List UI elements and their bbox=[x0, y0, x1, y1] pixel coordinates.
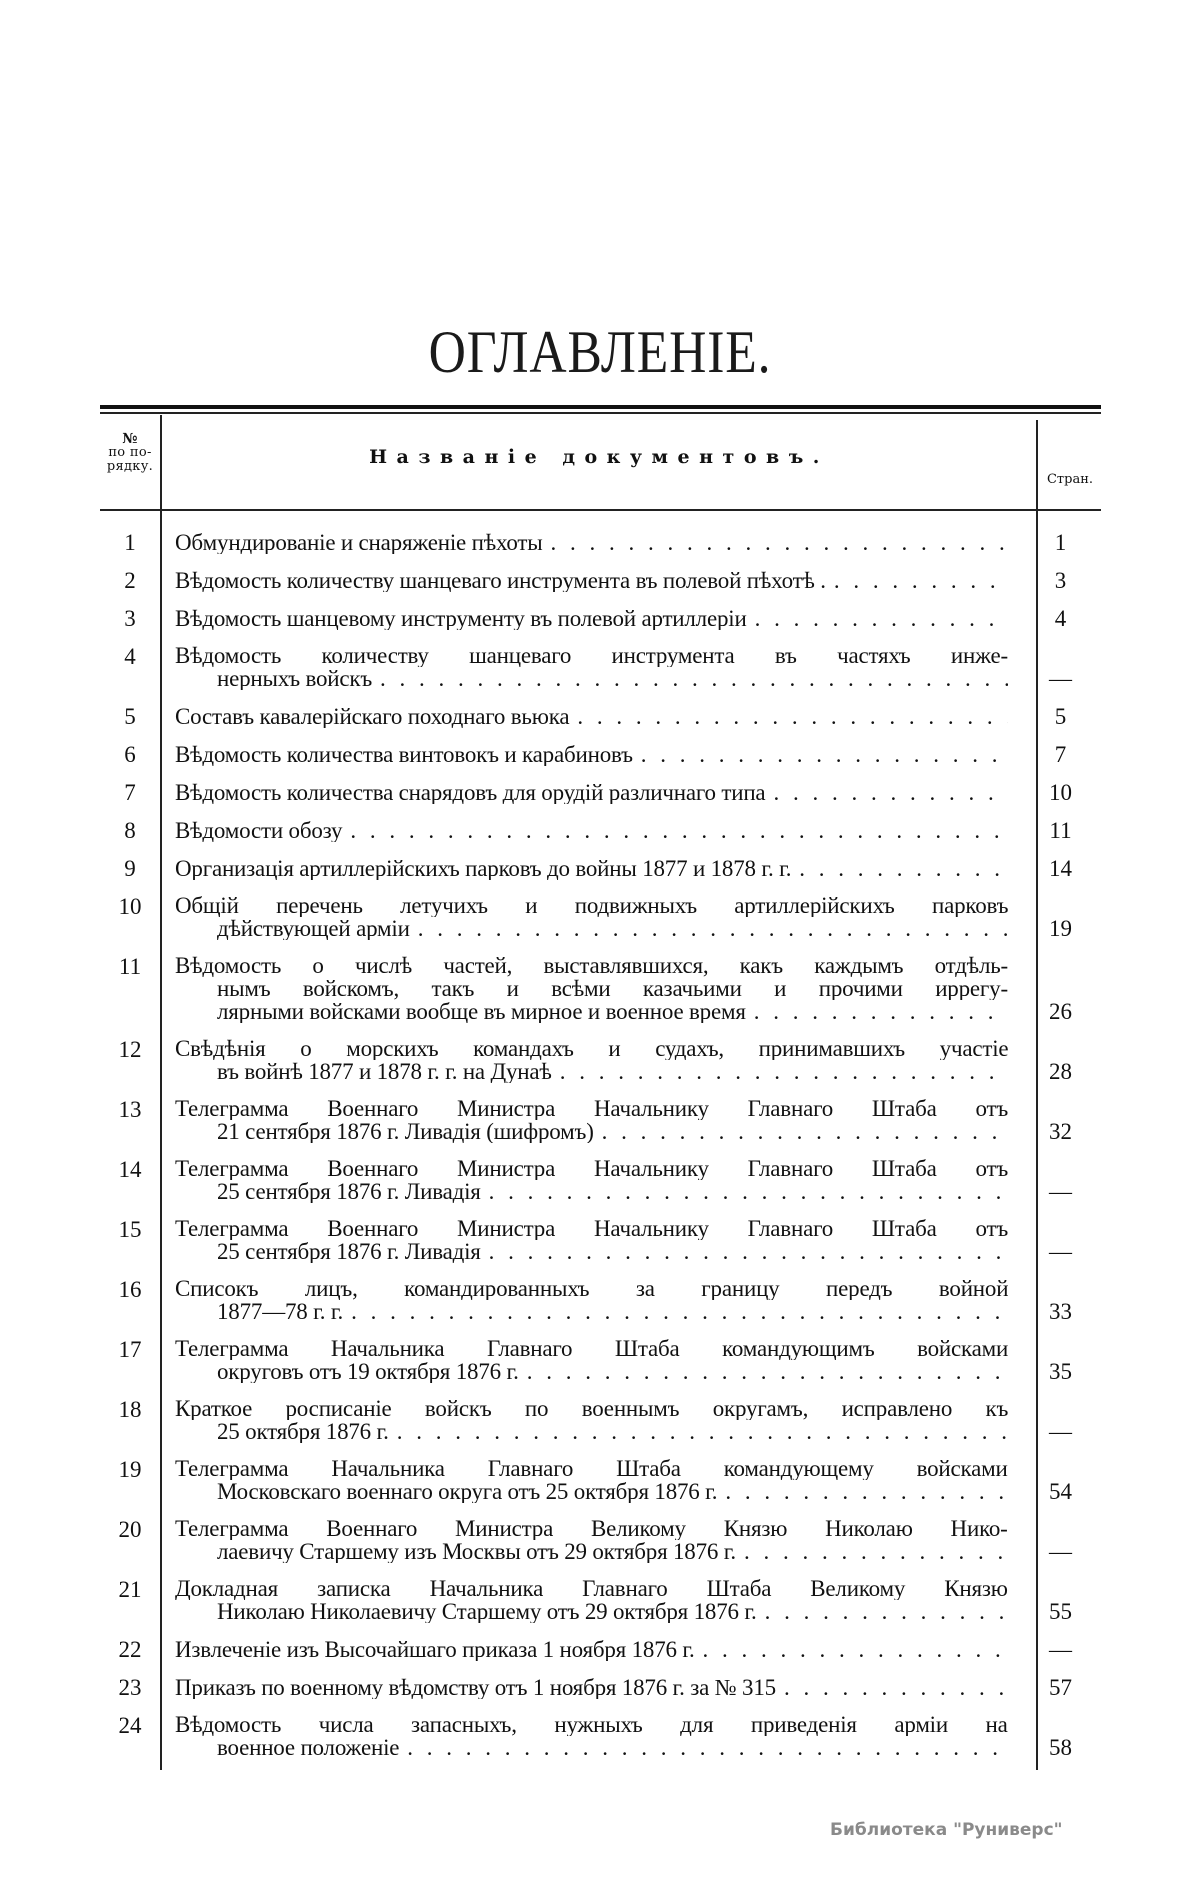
document-title bbox=[160, 894, 1020, 940]
table-row[interactable] bbox=[100, 1637, 1101, 1661]
title-line bbox=[175, 977, 1008, 1000]
page-number[interactable]: 11 bbox=[1049, 818, 1072, 843]
document-title bbox=[160, 1097, 1020, 1143]
title-line-text: Обмундированіе и снаряженіе пѣхоты bbox=[175, 531, 543, 554]
row-number: 23 bbox=[118, 1675, 142, 1700]
table-row[interactable] bbox=[100, 1277, 1101, 1323]
title-line-text: Краткое росписаніе войскъ по военнымъ округамъ, исправлено къ bbox=[175, 1397, 1008, 1420]
page-number[interactable]: 54 bbox=[1049, 1479, 1072, 1504]
title-line bbox=[175, 857, 1008, 880]
page-number[interactable]: 26 bbox=[1049, 999, 1072, 1024]
document-title bbox=[160, 781, 1020, 804]
page-number[interactable]: 28 bbox=[1049, 1059, 1072, 1084]
title-line-text: Вѣдомость о числѣ частей, выставлявшихся, какъ каждымъ отдѣль- bbox=[175, 954, 1008, 977]
title-line bbox=[175, 894, 1008, 917]
title-line bbox=[175, 1097, 1008, 1120]
page-number[interactable]: — bbox=[1049, 1179, 1072, 1204]
title-line bbox=[175, 705, 1008, 728]
dot-leader bbox=[633, 743, 1008, 766]
dot-leader bbox=[343, 1300, 1008, 1323]
document-title bbox=[160, 531, 1020, 554]
title-line bbox=[175, 1240, 1008, 1263]
page-number[interactable]: 10 bbox=[1049, 780, 1072, 805]
table-of-contents bbox=[100, 530, 1101, 1759]
title-line bbox=[175, 1397, 1008, 1420]
title-line bbox=[175, 1676, 1008, 1699]
title-line bbox=[175, 644, 1008, 667]
table-row[interactable] bbox=[100, 954, 1101, 1023]
table-row[interactable] bbox=[100, 1713, 1101, 1759]
dot-leader bbox=[552, 1060, 1008, 1083]
title-line-text: Вѣдомость количества винтовокъ и карабиновъ bbox=[175, 743, 633, 766]
dot-leader bbox=[399, 1736, 1008, 1759]
document-title bbox=[160, 1676, 1020, 1699]
row-number: 2 bbox=[124, 568, 136, 593]
document-title bbox=[160, 644, 1020, 690]
row-number: 16 bbox=[118, 1277, 142, 1302]
title-line-text: Телеграмма Военнаго Министра Начальнику Главнаго Штаба отъ bbox=[175, 1217, 1008, 1240]
row-number: 13 bbox=[118, 1097, 142, 1122]
document-title bbox=[160, 743, 1020, 766]
page-number[interactable]: 55 bbox=[1049, 1599, 1072, 1624]
title-line bbox=[175, 531, 1008, 554]
title-line-text: лаевичу Старшему изъ Москвы отъ 29 октября 1876 г. bbox=[217, 1540, 736, 1563]
title-line bbox=[175, 781, 1008, 804]
page-number[interactable]: 58 bbox=[1049, 1735, 1072, 1760]
row-number: 8 bbox=[124, 818, 136, 843]
title-line bbox=[175, 1600, 1008, 1623]
dot-leader bbox=[776, 1676, 1008, 1699]
table-row[interactable] bbox=[100, 1097, 1101, 1143]
page-number[interactable]: — bbox=[1049, 1539, 1072, 1564]
dot-leader bbox=[765, 781, 1008, 804]
title-line bbox=[175, 1217, 1008, 1240]
dot-leader bbox=[717, 1480, 1008, 1503]
row-number: 10 bbox=[118, 894, 142, 919]
table-row[interactable] bbox=[100, 818, 1101, 842]
dot-leader bbox=[481, 1180, 1008, 1203]
dot-leader bbox=[695, 1638, 1008, 1661]
library-watermark: Библиотека "Руниверс" bbox=[830, 1820, 1063, 1840]
page-number[interactable]: — bbox=[1049, 1419, 1072, 1444]
header-number-label-1: по по- bbox=[108, 445, 152, 460]
top-double-rule bbox=[100, 405, 1101, 409]
title-line bbox=[175, 607, 1008, 630]
dot-leader bbox=[746, 1000, 1008, 1023]
title-line-text: Московскаго военнаго округа отъ 25 октября 1876 г. bbox=[217, 1480, 718, 1503]
title-line-text: 25 сентября 1876 г. Ливадія bbox=[217, 1240, 481, 1263]
dot-leader bbox=[410, 917, 1008, 940]
document-title bbox=[160, 1397, 1020, 1443]
document-title bbox=[160, 1157, 1020, 1203]
document-title bbox=[160, 1037, 1020, 1083]
title-line-text: Вѣдомость количеству шанцеваго инструмента въ частяхъ инже- bbox=[175, 644, 1008, 667]
title-line-text: Телеграмма Военнаго Министра Начальнику Главнаго Штаба отъ bbox=[175, 1097, 1008, 1120]
row-number: 18 bbox=[118, 1397, 142, 1422]
title-line-text: округовъ отъ 19 октября 1876 г. bbox=[217, 1360, 519, 1383]
title-line-text: Докладная записка Начальника Главнаго Штаба Великому Князю bbox=[175, 1577, 1008, 1600]
row-number: 6 bbox=[124, 742, 136, 767]
table-row[interactable] bbox=[100, 1577, 1101, 1623]
title-line bbox=[175, 667, 1008, 690]
dot-leader bbox=[543, 531, 1008, 554]
title-line-text: Организація артиллерійскихъ парковъ до войны 1877 и 1878 г. г. bbox=[175, 857, 792, 880]
title-line bbox=[175, 954, 1008, 977]
title-line bbox=[175, 1300, 1008, 1323]
title-line-text: Приказъ по военному вѣдомству отъ 1 ноября 1876 г. за № 315 bbox=[175, 1676, 776, 1699]
page-number[interactable]: — bbox=[1049, 1239, 1072, 1264]
title-line-text: Списокъ лицъ, командированныхъ за границу передъ войной bbox=[175, 1277, 1008, 1300]
title-line-text: Вѣдомость количества снарядовъ для орудій различнаго типа bbox=[175, 781, 766, 804]
title-line-text: Извлеченіе изъ Высочайшаго приказа 1 ноября 1876 г. bbox=[175, 1638, 695, 1661]
table-row[interactable] bbox=[100, 1337, 1101, 1383]
title-line bbox=[175, 1277, 1008, 1300]
page-number[interactable]: 35 bbox=[1049, 1359, 1072, 1384]
table-row[interactable] bbox=[100, 704, 1101, 728]
table-row[interactable] bbox=[100, 568, 1101, 592]
document-title bbox=[160, 954, 1020, 1023]
dot-leader bbox=[481, 1240, 1008, 1263]
title-line bbox=[175, 743, 1008, 766]
page-number[interactable]: 14 bbox=[1049, 856, 1072, 881]
title-line-text: Составъ кавалерійскаго походнаго вьюка bbox=[175, 705, 570, 728]
table-row[interactable] bbox=[100, 742, 1101, 766]
document-title bbox=[160, 1337, 1020, 1383]
table-row[interactable] bbox=[100, 1157, 1101, 1203]
title-line bbox=[175, 1540, 1008, 1563]
title-line-text: 1877—78 г. г. bbox=[217, 1300, 344, 1323]
title-line bbox=[175, 1360, 1008, 1383]
title-line bbox=[175, 1577, 1008, 1600]
dot-leader bbox=[569, 705, 1008, 728]
title-line-text: Свѣдѣнія о морскихъ командахъ и судахъ, принимавшихъ участіе bbox=[175, 1037, 1008, 1060]
title-line-text: Телеграмма Военнаго Министра Великому Князю Николаю Нико- bbox=[175, 1517, 1008, 1540]
dot-leader bbox=[372, 667, 1008, 690]
row-number: 14 bbox=[118, 1157, 142, 1182]
title-line-text: Вѣдомости обозу bbox=[175, 819, 343, 842]
title-line bbox=[175, 1736, 1008, 1759]
row-number: 21 bbox=[118, 1577, 142, 1602]
title-line bbox=[175, 1517, 1008, 1540]
row-number: 11 bbox=[118, 954, 142, 979]
row-number: 22 bbox=[118, 1637, 142, 1662]
row-number: 12 bbox=[118, 1037, 142, 1062]
row-number: 4 bbox=[124, 644, 136, 669]
document-title bbox=[160, 857, 1020, 880]
page-number[interactable]: 19 bbox=[1049, 916, 1072, 941]
row-number: 20 bbox=[118, 1517, 142, 1542]
document-title bbox=[160, 1577, 1020, 1623]
title-line bbox=[175, 569, 1008, 592]
page-number[interactable]: — bbox=[1049, 666, 1072, 691]
title-line-text: дѣйствующей арміи bbox=[217, 917, 410, 940]
page-number[interactable]: 4 bbox=[1054, 606, 1067, 631]
table-row[interactable] bbox=[100, 1517, 1101, 1563]
table-row[interactable] bbox=[100, 1675, 1101, 1699]
table-row[interactable] bbox=[100, 530, 1101, 554]
title-line-text: 21 сентября 1876 г. Ливадія (шифромъ) bbox=[217, 1120, 594, 1143]
title-line-text: военное положеніе bbox=[217, 1736, 400, 1759]
header-title-column: Названіе документовъ. bbox=[369, 446, 829, 468]
dot-leader bbox=[747, 607, 1008, 630]
title-line bbox=[175, 1000, 1008, 1023]
title-line-text: лярными войсками вообще въ мирное и военное время bbox=[217, 1000, 746, 1023]
document-title bbox=[160, 705, 1020, 728]
title-line-text: 25 сентября 1876 г. Ливадія bbox=[217, 1180, 481, 1203]
title-line-text: Телеграмма Начальника Главнаго Штаба командующему войсками bbox=[175, 1457, 1008, 1480]
dot-leader bbox=[736, 1540, 1008, 1563]
page-title: ОГЛАВЛЕНІЕ. bbox=[428, 319, 772, 385]
title-line bbox=[175, 1037, 1008, 1060]
title-line bbox=[175, 1120, 1008, 1143]
title-line-text: 25 октября 1876 г. bbox=[217, 1420, 389, 1443]
dot-leader bbox=[757, 1600, 1008, 1623]
row-number: 24 bbox=[118, 1713, 142, 1738]
dot-leader bbox=[791, 857, 1008, 880]
page-number[interactable]: 57 bbox=[1049, 1675, 1072, 1700]
top-double-rule-thin bbox=[100, 412, 1101, 414]
header-bottom-rule bbox=[100, 509, 1101, 511]
title-line-text: Общій перечень летучихъ и подвижныхъ артиллерійскихъ парковъ bbox=[175, 894, 1008, 917]
title-line bbox=[175, 917, 1008, 940]
title-line bbox=[175, 1713, 1008, 1736]
title-line bbox=[175, 1060, 1008, 1083]
dot-leader bbox=[826, 569, 1008, 592]
title-line bbox=[175, 1638, 1008, 1661]
document-title bbox=[160, 607, 1020, 630]
document-title bbox=[160, 1277, 1020, 1323]
row-number: 3 bbox=[124, 606, 136, 631]
document-title bbox=[160, 1517, 1020, 1563]
row-number: 15 bbox=[118, 1217, 142, 1242]
table-row[interactable] bbox=[100, 856, 1101, 880]
row-number: 1 bbox=[124, 530, 136, 555]
document-title bbox=[160, 819, 1020, 842]
row-number: 9 bbox=[124, 856, 136, 881]
page-number[interactable]: 1 bbox=[1054, 530, 1067, 555]
title-line-text: Вѣдомость шанцевому инструменту въ полевой артиллеріи bbox=[175, 607, 747, 630]
row-number: 7 bbox=[124, 780, 136, 805]
table-row[interactable] bbox=[100, 606, 1101, 630]
document-title bbox=[160, 569, 1020, 592]
page-number[interactable]: — bbox=[1049, 1637, 1072, 1662]
dot-leader bbox=[342, 819, 1008, 842]
row-number: 5 bbox=[124, 704, 136, 729]
title-line-text: Телеграмма Начальника Главнаго Штаба командующимъ войсками bbox=[175, 1337, 1008, 1360]
title-line bbox=[175, 1337, 1008, 1360]
table-row[interactable] bbox=[100, 644, 1101, 690]
title-line bbox=[175, 1480, 1008, 1503]
page-number[interactable]: 5 bbox=[1054, 704, 1067, 729]
document-title bbox=[160, 1457, 1020, 1503]
page-number[interactable]: 33 bbox=[1049, 1299, 1072, 1324]
title-line bbox=[175, 1157, 1008, 1180]
table-row[interactable] bbox=[100, 1457, 1101, 1503]
table-row[interactable] bbox=[100, 1397, 1101, 1443]
page-number[interactable]: 32 bbox=[1049, 1119, 1072, 1144]
title-line-text: Вѣдомость количеству шанцеваго инструмента въ полевой пѣхотѣ . bbox=[175, 569, 826, 592]
table-row[interactable] bbox=[100, 1037, 1101, 1083]
number-sign: № bbox=[122, 431, 138, 447]
dot-leader bbox=[389, 1420, 1008, 1443]
table-row[interactable] bbox=[100, 1217, 1101, 1263]
title-line-text: Николаю Николаевичу Старшему отъ 29 октября 1876 г. bbox=[217, 1600, 757, 1623]
table-row[interactable] bbox=[100, 894, 1101, 940]
row-number: 17 bbox=[118, 1337, 142, 1362]
header-page-column: Стран. bbox=[1046, 472, 1093, 487]
table-row[interactable] bbox=[100, 780, 1101, 804]
document-title bbox=[160, 1638, 1020, 1661]
dot-leader bbox=[594, 1120, 1008, 1143]
page-number[interactable]: 3 bbox=[1054, 568, 1067, 593]
dot-leader bbox=[519, 1360, 1008, 1383]
page-number[interactable]: 7 bbox=[1054, 742, 1067, 767]
title-line-text: Вѣдомость числа запасныхъ, нужныхъ для приведенія арміи на bbox=[175, 1713, 1008, 1736]
row-number: 19 bbox=[118, 1457, 142, 1482]
header-number-label-2: рядку. bbox=[106, 459, 154, 474]
title-line-text: нерныхъ войскъ bbox=[217, 667, 373, 690]
title-line bbox=[175, 819, 1008, 842]
title-line bbox=[175, 1457, 1008, 1480]
document-title bbox=[160, 1217, 1020, 1263]
title-line-text: въ войнѣ 1877 и 1878 г. г. на Дунаѣ bbox=[217, 1060, 552, 1083]
title-line-text: Телеграмма Военнаго Министра Начальнику Главнаго Штаба отъ bbox=[175, 1157, 1008, 1180]
title-line bbox=[175, 1180, 1008, 1203]
header-number-column bbox=[100, 432, 160, 474]
title-line-text: нымъ войскомъ, такъ и всѣми казачьими и прочими иррегу- bbox=[217, 977, 1008, 1000]
title-line bbox=[175, 1420, 1008, 1443]
document-title bbox=[160, 1713, 1020, 1759]
